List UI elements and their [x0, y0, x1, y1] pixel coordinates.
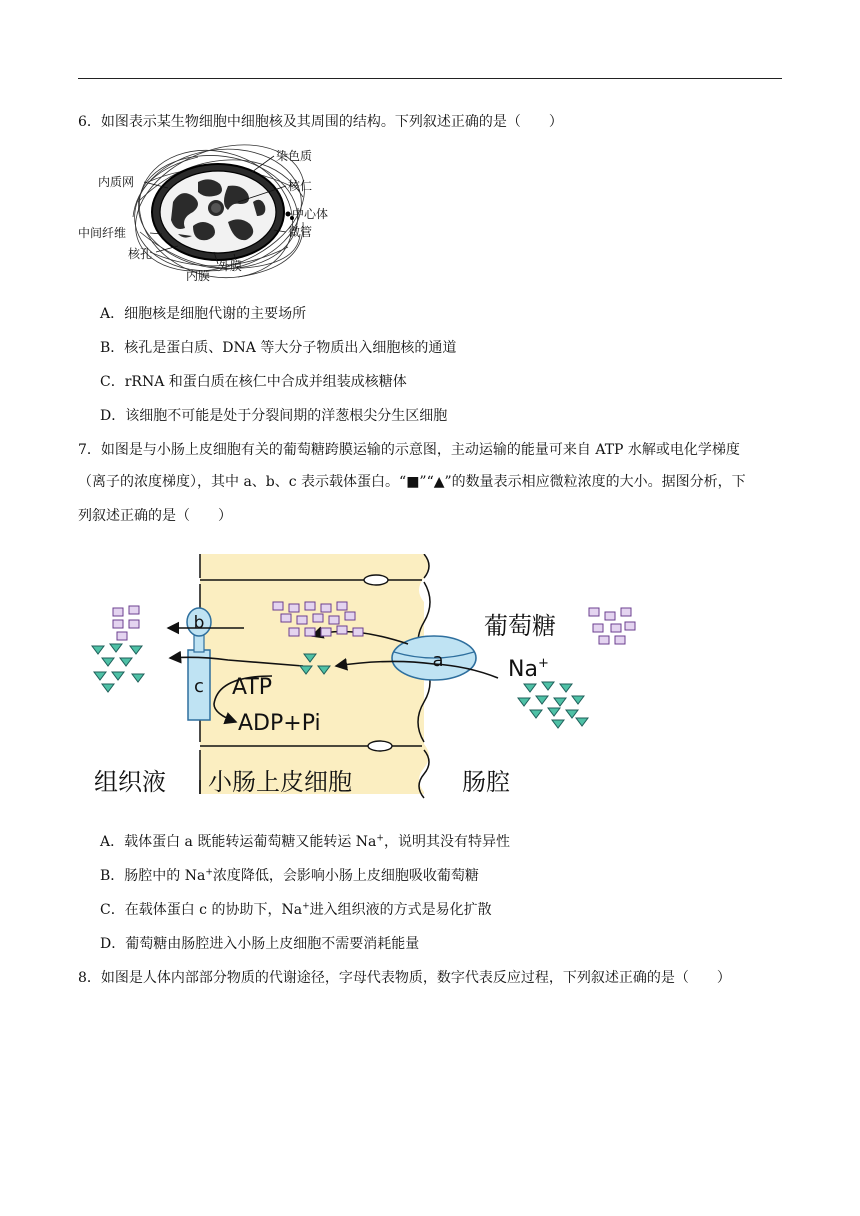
glucose-lumen	[589, 608, 635, 644]
q7-option-b-post: 浓度降低，会影响小肠上皮细胞吸收葡萄糖	[212, 868, 479, 884]
label-intermediate-filament: 中间纤维	[78, 226, 127, 240]
label-microtubule: 微管	[288, 225, 313, 239]
nucleus-figure	[78, 142, 338, 292]
q6-option-a: A．细胞核是细胞代谢的主要场所	[100, 306, 307, 322]
q6-option-c: C．rRNA 和蛋白质在核仁中合成并组装成核糖体	[100, 374, 407, 390]
question-7-stem-line1: 7．如图是与小肠上皮细胞有关的葡萄糖跨膜运输的示意图，主动运输的能量可来自 ATP 水解或电化学梯度	[78, 442, 740, 458]
label-nucleolus: 核仁	[288, 179, 313, 193]
header-rule	[78, 78, 782, 79]
q7-option-a-sup: +	[376, 833, 384, 844]
q7-option-d: D．葡萄糖由肠腔进入小肠上皮细胞不需要消耗能量	[100, 936, 420, 952]
label-nuclear-pore: 核孔	[128, 247, 153, 261]
epithelial-cell-label: 小肠上皮细胞	[208, 768, 352, 796]
label-chromatin: 染色质	[276, 149, 313, 163]
tight-junction-top	[364, 575, 388, 585]
q7-option-b-sup: +	[205, 867, 213, 878]
carrier-a-label: a	[432, 650, 444, 671]
question-7-stem-line3: 列叙述正确的是（ ）	[78, 508, 232, 524]
q7-option-c-pre: C．在载体蛋白 c 的协助下，Na	[100, 902, 303, 918]
glucose-label: 葡萄糖	[484, 612, 556, 640]
question-7-stem-line2: （离子的浓度梯度），其中 a、b、c 表示载体蛋白。“■”“▲”的数量表示相应微粒浓度的大小。据图分析，下	[78, 474, 746, 490]
q7-option-b-pre: B．肠腔中的 Na	[100, 868, 206, 884]
q7-option-c	[100, 900, 492, 920]
q7-option-a-pre: A．载体蛋白 a 既能转运葡萄糖又能转运 Na	[100, 834, 377, 850]
q6-option-d: D．该细胞不可能是处于分裂间期的洋葱根尖分生区细胞	[100, 408, 448, 424]
tissue-fluid-label: 组织液	[94, 768, 166, 796]
q7-option-b	[100, 866, 479, 886]
atp-label: ATP	[232, 675, 273, 700]
adp-pi-label: ADP+Pi	[238, 711, 321, 736]
sodium-lumen	[518, 682, 588, 728]
epithelial-cell-body	[200, 554, 429, 794]
sodium-tissue-fluid	[92, 644, 144, 692]
q6-option-b: B．核孔是蛋白质、DNA 等大分子物质出入细胞核的通道	[100, 340, 457, 356]
glucose-transport-figure	[88, 554, 648, 810]
intestinal-lumen-label: 肠腔	[462, 768, 510, 796]
label-centrosome: 中心体	[292, 207, 329, 221]
sodium-label-sup: +	[537, 656, 549, 671]
tight-junction-bottom	[368, 741, 392, 751]
label-inner-membrane: 内膜	[186, 269, 211, 283]
carrier-c-label: c	[194, 676, 204, 697]
label-outer-membrane: 外膜	[218, 259, 243, 273]
carrier-b-label: b	[193, 613, 205, 633]
glucose-tissue-fluid	[113, 606, 139, 640]
q7-option-c-sup: +	[302, 901, 310, 912]
sodium-label	[508, 656, 549, 682]
question-8-stem: 8．如图是人体内部部分物质的代谢途径，字母代表物质，数字代表反应过程，下列叙述正确的是（ ）	[78, 970, 731, 986]
q7-option-a	[100, 832, 510, 852]
q7-option-c-post: 进入组织液的方式是易化扩散	[309, 902, 492, 918]
question-6-stem: 6．如图表示某生物细胞中细胞核及其周围的结构。下列叙述正确的是（ ）	[78, 114, 563, 130]
nucleolus	[211, 203, 221, 213]
q7-option-a-post: ，说明其没有特异性	[383, 834, 510, 850]
sodium-label-text: Na	[508, 657, 538, 682]
label-er: 内质网	[98, 175, 135, 189]
